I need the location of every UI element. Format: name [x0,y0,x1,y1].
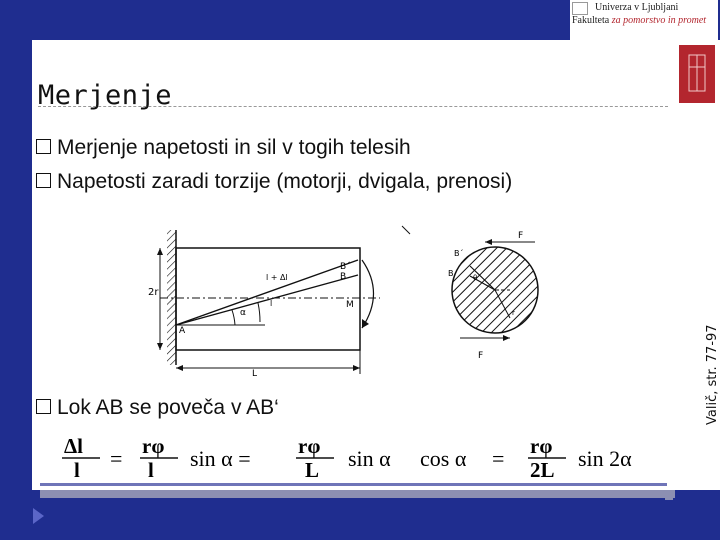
checkbox-square-icon [36,399,51,414]
eq-l-1: l [74,458,80,481]
bullet-item-1: Merjenje napetosti in sil v togih telesih [36,136,411,160]
title-divider [38,106,668,107]
slide-shadow-bottom [40,490,675,498]
logo-line-2: Fakulteta za pomorstvo in promet [572,15,707,26]
moment-arrow [362,260,374,328]
slide-title: Merjenje [38,80,173,111]
label-f-top: F [518,231,524,241]
eq-sin-a: sin α [348,446,391,471]
label-r: r [512,309,515,317]
checkbox-square-icon [36,173,51,188]
checkbox-square-icon [36,139,51,154]
triangle-right-icon[interactable] [33,508,44,524]
logo-line-1: Univerza v Ljubljani [595,2,679,13]
eq-equals-2: = [492,446,505,471]
label-b-prime-circle: B´ [454,249,464,258]
label-2r: 2r [148,287,159,298]
label-alpha: α [240,308,246,318]
torsion-diagram [140,218,540,380]
eq-cos-a: cos α [420,446,467,471]
university-logo [570,0,718,40]
line-a-b-prime [176,260,358,325]
faculty-emblem [679,45,715,103]
emblem-icon [687,53,707,93]
torsion-equation [60,433,660,481]
eq-sin-2a: sin 2α [578,446,632,471]
bottom-rule [40,483,667,486]
bullet-item-3: Lok AB se poveča v AB‘ [36,396,279,420]
eq-l-2: l [148,458,154,481]
label-b-prime: B´ [340,262,351,272]
side-reference: Valič, str. 77-97 [705,324,720,425]
label-l: l [270,299,273,308]
label-theta: θ [473,274,478,282]
eq-rphi-1: rφ [142,434,165,458]
eq-sin-a-equals: sin α = [190,446,251,471]
label-m: M [346,300,354,310]
label-a: A [179,326,186,336]
bullet-item-2: Napetosti zaradi torzije (motorji, dvigala, prenosi) [36,170,512,194]
seal-icon [572,2,588,15]
label-f-bottom: F [478,351,484,361]
label-l-plus-dl: l + Δl [266,273,288,282]
eq-equals-1: = [110,446,123,471]
eq-rphi-3: rφ [530,434,553,458]
label-b: B [340,272,347,282]
eq-2l: 2L [530,458,555,481]
label-big-l: L [252,369,258,379]
eq-dl: Δl [64,434,84,458]
label-b-circle: B [448,269,454,278]
eq-rphi-2: rφ [298,434,321,458]
eq-big-l: L [305,458,320,481]
line-a-b [176,275,358,325]
